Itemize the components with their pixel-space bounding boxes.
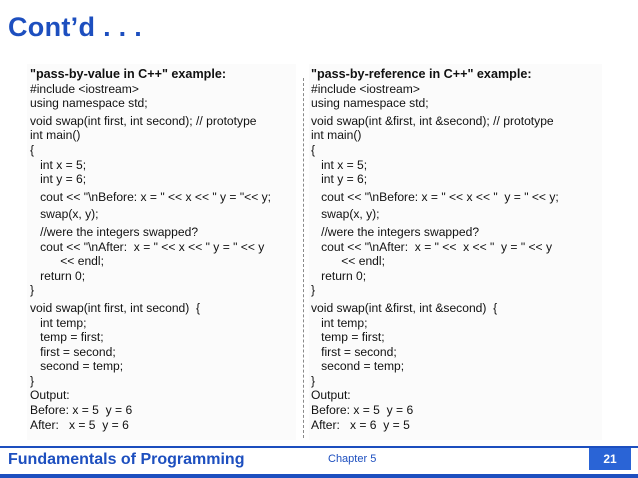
- pass-by-value-code-panel: [27, 64, 296, 440]
- slide-title: Cont’d . . .: [8, 12, 143, 42]
- code-line: }: [30, 283, 35, 298]
- code-line: int y = 6;: [311, 172, 368, 187]
- code-line: cout << "\nBefore: x = " << x << " y = "<< y;: [30, 189, 272, 204]
- output-label: Output:: [311, 388, 351, 403]
- code-line: {: [30, 142, 35, 157]
- code-heading: "pass-by-value in C++" example:: [30, 67, 227, 81]
- code-line: void swap(int first, int second); // prototype: [30, 113, 257, 128]
- code-line: temp = first;: [30, 330, 104, 345]
- output-before: Before: x = 5 y = 6: [30, 403, 133, 418]
- code-line: //were the integers swapped?: [30, 224, 199, 239]
- code-line: << endl;: [30, 254, 104, 269]
- code-line: {: [311, 142, 316, 157]
- output-before: Before: x = 5 y = 6: [311, 403, 414, 418]
- code-line: }: [30, 373, 35, 388]
- chapter-label: Chapter 5: [328, 453, 377, 465]
- code-line: second = temp;: [311, 359, 405, 374]
- code-line: int x = 5;: [311, 157, 368, 172]
- code-line: cout << "\nAfter: x = " << x << " y = " << y: [311, 239, 553, 254]
- code-line: int temp;: [311, 315, 368, 330]
- code-line: second = temp;: [30, 359, 124, 374]
- code-line: }: [311, 283, 316, 298]
- code-line: return 0;: [30, 268, 86, 283]
- code-line: cout << "\nAfter: x = " << x << " y = " << y: [30, 239, 265, 254]
- code-line: int y = 6;: [30, 172, 87, 187]
- code-line: swap(x, y);: [311, 207, 380, 222]
- code-line: first = second;: [30, 344, 116, 359]
- page-number-badge: 21: [589, 448, 631, 470]
- code-line: void swap(int first, int second) {: [30, 300, 201, 315]
- pass-by-value-code: [30, 67, 271, 432]
- code-line: cout << "\nBefore: x = " << x << " y = " << y;: [311, 189, 559, 204]
- code-line: using namespace std;: [30, 96, 148, 111]
- course-title: Fundamentals of Programming: [8, 451, 245, 468]
- code-line: first = second;: [311, 344, 397, 359]
- code-line: void swap(int &first, int &second); // prototype: [311, 113, 554, 128]
- code-line: //were the integers swapped?: [311, 224, 480, 239]
- output-after: After: x = 6 y = 5: [311, 417, 410, 432]
- code-line: int x = 5;: [30, 157, 87, 172]
- code-line: temp = first;: [311, 330, 385, 345]
- code-line: #include <iostream>: [311, 81, 420, 96]
- code-line: void swap(int &first, int &second) {: [311, 300, 498, 315]
- output-after: After: x = 5 y = 6: [30, 417, 129, 432]
- footer-rule: [0, 446, 638, 448]
- code-line: int main(): [30, 128, 81, 143]
- code-line: << endl;: [311, 254, 385, 269]
- code-line: swap(x, y);: [30, 207, 99, 222]
- pass-by-reference-code: [311, 67, 559, 432]
- column-divider: [303, 78, 304, 438]
- code-line: int temp;: [30, 315, 87, 330]
- code-heading: "pass-by-reference in C++" example:: [311, 67, 532, 81]
- pass-by-reference-code-panel: [309, 64, 602, 440]
- code-line: }: [311, 373, 316, 388]
- output-label: Output:: [30, 388, 70, 403]
- code-line: using namespace std;: [311, 96, 429, 111]
- code-line: #include <iostream>: [30, 81, 139, 96]
- code-line: return 0;: [311, 268, 367, 283]
- code-line: int main(): [311, 128, 362, 143]
- bottom-accent-strip: [0, 474, 638, 478]
